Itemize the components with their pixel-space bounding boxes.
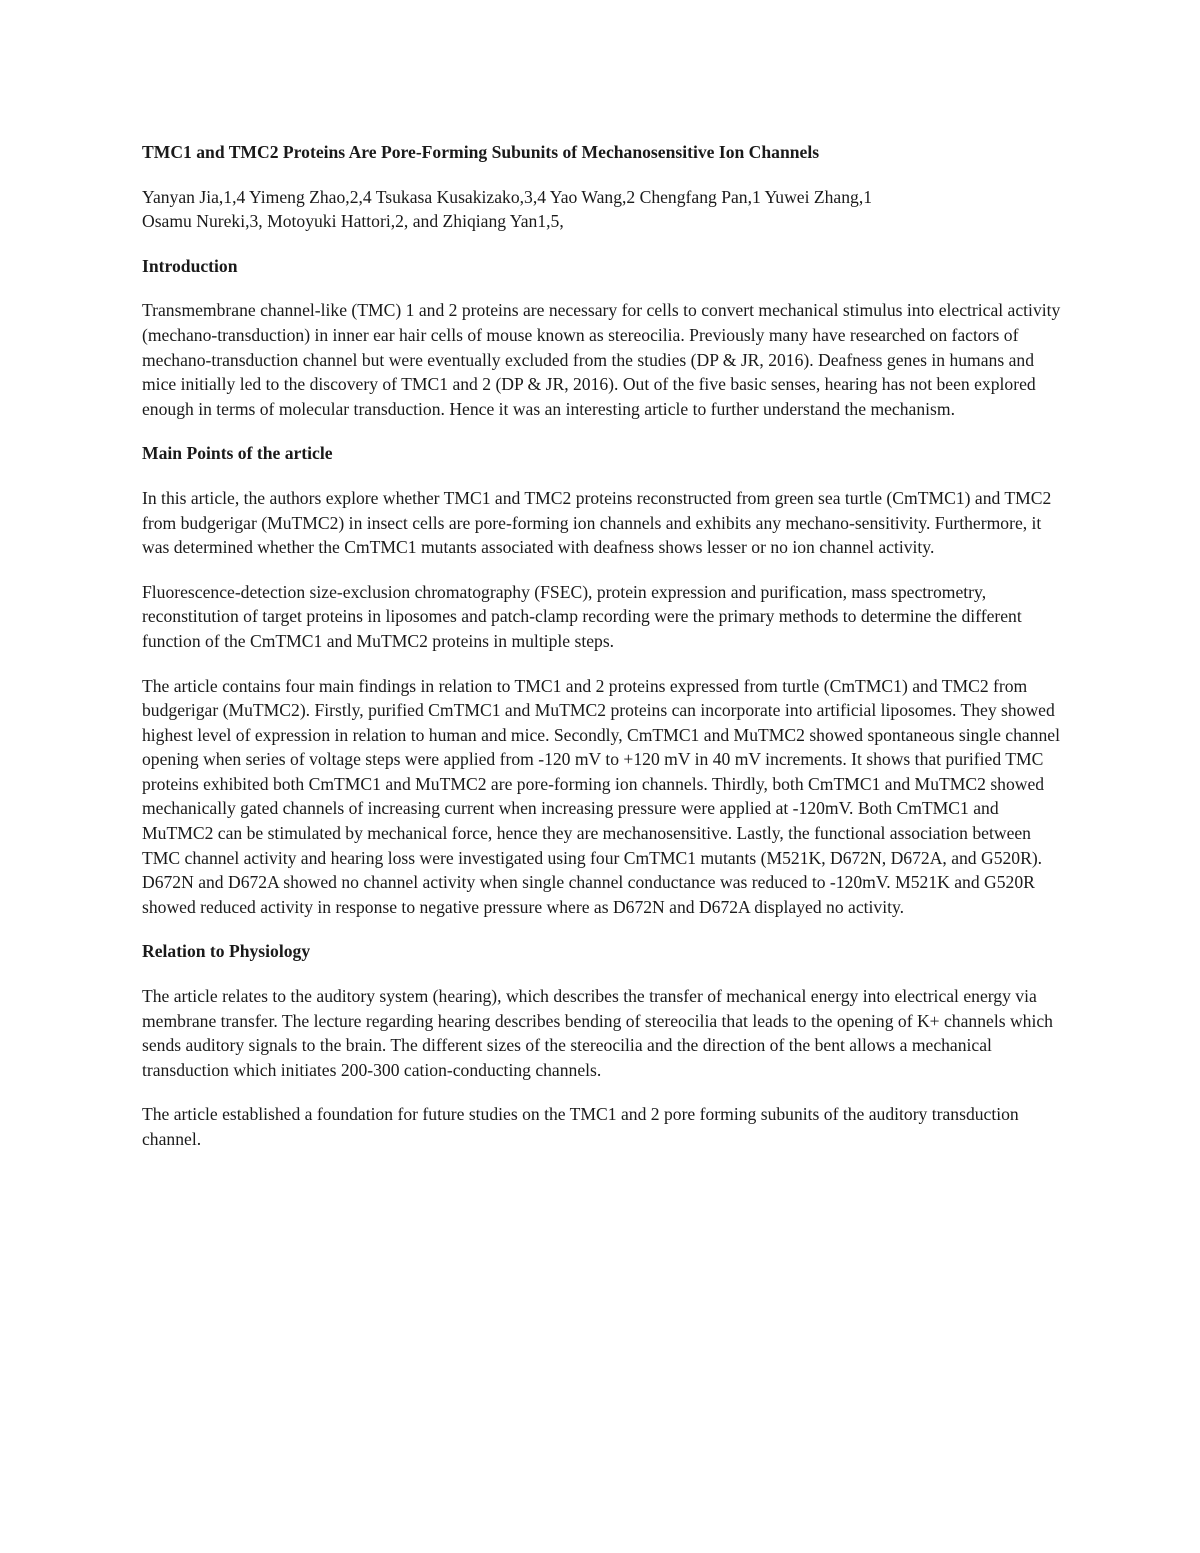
section-main-points — [142, 441, 1067, 919]
document-body — [142, 140, 1067, 1172]
paragraph: Transmembrane channel-like (TMC) 1 and 2 proteins are necessary for cells to convert mechanical stimulus into electrical activity (mechano-transduction) in inner ear hair cells of mouse known as stereocilia. Previously many have researched on factors of mechano-transduction channel but were eventually excluded from the studies (DP & JR, 2016). Deafness genes in humans and mice initially led to the discovery of TMC1 and 2 (DP & JR, 2016). Out of the five basic senses, hearing has not been explored enough in terms of molecular transduction. Hence it was an interesting article to further understand the mechanism. — [142, 300, 1061, 419]
author-line: Osamu Nureki,3, Motoyuki Hattori,2, and Zhiqiang Yan1,5, — [142, 211, 564, 232]
section-heading: Relation to Physiology — [142, 941, 311, 962]
section-relation-to-physiology — [142, 939, 1067, 1151]
section-introduction — [142, 254, 1067, 422]
section-heading: Introduction — [142, 255, 238, 276]
paragraph: Fluorescence-detection size-exclusion chromatography (FSEC), protein expression and purification, mass spectrometry, reconstitution of target proteins in liposomes and patch-clamp recording were the primary methods to determine the different function of the CmTMC1 and MuTMC2 proteins in multiple steps. — [142, 581, 1022, 651]
document-title: TMC1 and TMC2 Proteins Are Pore-Forming Subunits of Mechanosensitive Ion Channels — [142, 142, 820, 162]
section-heading: Main Points of the article — [142, 443, 333, 464]
paragraph: The article established a foundation for future studies on the TMC1 and 2 pore forming subunits of the auditory transduction channel. — [142, 1104, 1019, 1149]
paragraph: In this article, the authors explore whether TMC1 and TMC2 proteins reconstructed from green sea turtle (CmTMC1) and TMC2 from budgerigar (MuTMC2) in insect cells are pore-forming ion channels and exhibits any mechano-sensitivity. Furthermore, it was determined whether the CmTMC1 mutants associated with deafness shows lesser or no ion channel activity. — [142, 487, 1052, 558]
paragraph: The article relates to the auditory system (hearing), which describes the transfer of mechanical energy into electrical energy via membrane transfer. The lecture regarding hearing describes bending of stereocilia that leads to the opening of K+ channels which sends auditory signals to the brain. The different sizes of the stereocilia and the direction of the bent allows a mechanical transduction which initiates 200-300 cation-conducting channels. — [142, 986, 1053, 1080]
paragraph: The article contains four main findings in relation to TMC1 and 2 proteins expressed from turtle (CmTMC1) and TMC2 from budgerigar (MuTMC2). Firstly, purified CmTMC1 and MuTMC2 proteins can incorporate into artificial liposomes. They showed highest level of expression in relation to human and mice. Secondly, CmTMC1 and MuTMC2 showed spontaneous single channel opening when series of voltage steps were applied from -120 mV to +120 mV in 40 mV increments. It shows that purified TMC proteins exhibited both CmTMC1 and MuTMC2 are pore-forming ion channels. Thirdly, both CmTMC1 and MuTMC2 showed mechanically gated channels of increasing current when increasing pressure were applied at -120mV. Both CmTMC1 and MuTMC2 can be stimulated by mechanical force, hence they are mechanosensitive. Lastly, the functional association between TMC channel activity and hearing loss were investigated using four CmTMC1 mutants (M521K, D672N, D672A, and G520R). D672N and D672A showed no channel activity when single channel conductance was reduced to -120mV. M521K and G520R showed reduced activity in response to negative pressure where as D672N and D672A displayed no activity. — [142, 675, 1060, 917]
author-list — [142, 185, 1067, 234]
author-line: Yanyan Jia,1,4 Yimeng Zhao,2,4 Tsukasa Kusakizako,3,4 Yao Wang,2 Chengfang Pan,1 Yuwei Zhang,1 — [142, 186, 873, 207]
